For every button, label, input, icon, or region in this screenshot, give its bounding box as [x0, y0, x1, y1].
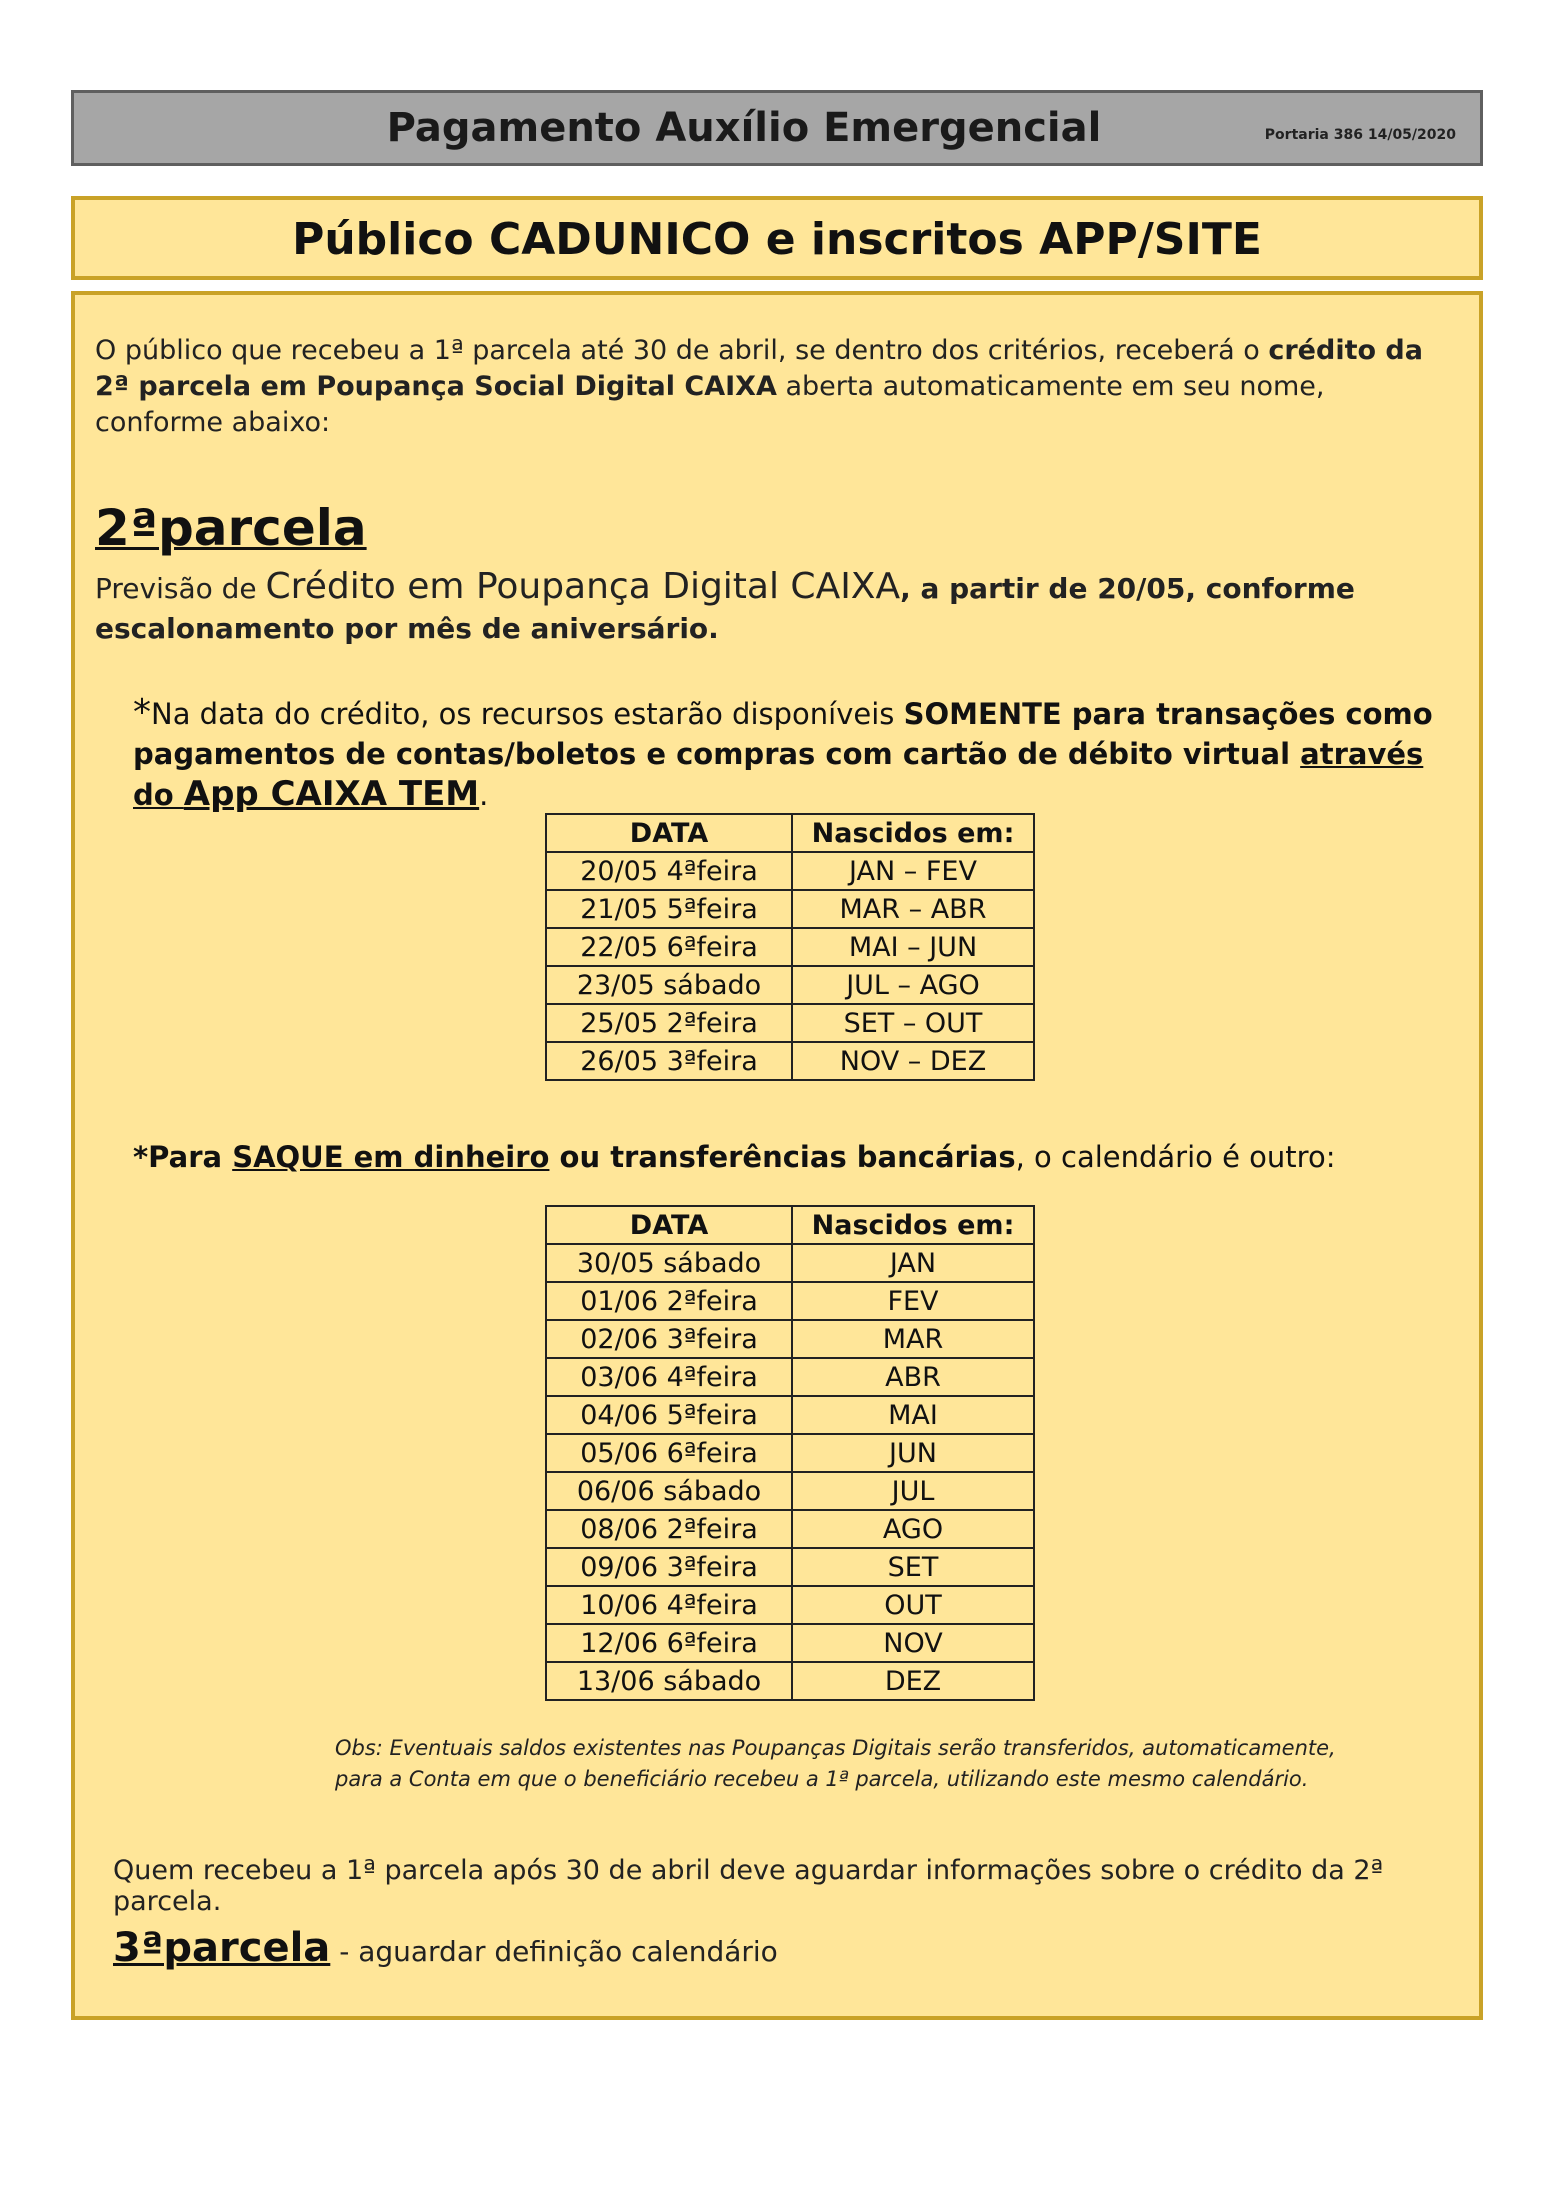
forecast-prefix: Previsão de [95, 572, 266, 605]
note2-end: , o calendário é outro: [1015, 1140, 1336, 1174]
table-row [546, 1396, 1034, 1434]
observation-note [335, 1733, 1415, 1795]
intro-paragraph [95, 333, 1435, 441]
column-header-date: DATA [546, 1206, 792, 1244]
months-cell: FEV [792, 1282, 1034, 1320]
table-row [546, 1662, 1034, 1700]
date-cell: 03/06 4ªfeira [546, 1358, 792, 1396]
table-row [546, 1320, 1034, 1358]
table-row [546, 852, 1034, 890]
note-bold: SOMENTE para transações como pagamentos de contas/boletos e compras com cartão de débito virtual [133, 697, 1433, 771]
date-cell: 21/05 5ªfeira [546, 890, 792, 928]
parcela3-text: aguardar definição calendário [358, 1935, 778, 1968]
main-content-box [71, 291, 1483, 2020]
date-cell: 13/06 sábado [546, 1662, 792, 1700]
table-row [546, 1358, 1034, 1396]
months-cell: ABR [792, 1358, 1034, 1396]
date-cell: 20/05 4ªfeira [546, 852, 792, 890]
months-cell: JUL – AGO [792, 966, 1034, 1004]
date-cell: 26/05 3ªfeira [546, 1042, 792, 1080]
table-row [546, 1042, 1034, 1080]
header-bar [71, 90, 1483, 166]
table-row [546, 1282, 1034, 1320]
months-cell: JUN [792, 1434, 1034, 1472]
parcela2-heading: 2ªparcela [95, 499, 367, 557]
parcela3-line [113, 1925, 778, 1971]
months-cell: OUT [792, 1586, 1034, 1624]
note-text: Na data do crédito, os recursos estarão disponíveis [151, 697, 904, 731]
months-cell: MAR – ABR [792, 890, 1034, 928]
forecast-highlight: Crédito em Poupança Digital CAIXA [265, 566, 901, 607]
audience-title: Público CADUNICO e inscritos APP/SITE [292, 214, 1262, 265]
credit-schedule-table [545, 813, 1035, 1081]
date-cell: 12/06 6ªfeira [546, 1624, 792, 1662]
intro-text-end: aberta automaticamente em seu nome, conforme abaixo: [95, 371, 1325, 438]
months-cell: SET [792, 1548, 1034, 1586]
note2-underline: SAQUE em dinheiro [232, 1140, 550, 1174]
date-cell: 05/06 6ªfeira [546, 1434, 792, 1472]
date-cell: 02/06 3ªfeira [546, 1320, 792, 1358]
table-row [546, 1586, 1034, 1624]
date-cell: 30/05 sábado [546, 1244, 792, 1282]
note-asterisk: * [133, 692, 151, 733]
table-header-row [546, 814, 1034, 852]
column-header-born: Nascidos em: [792, 1206, 1034, 1244]
withdrawal-note [133, 1137, 1463, 1177]
table-row [546, 1472, 1034, 1510]
date-cell: 08/06 2ªfeira [546, 1510, 792, 1548]
table-row [546, 1548, 1034, 1586]
parcela1-late-info: Quem recebeu a 1ª parcela após 30 de abril deve aguardar informações sobre o crédito da 2ª parcela. [113, 1855, 1384, 1917]
months-cell: SET – OUT [792, 1004, 1034, 1042]
months-cell: MAI [792, 1396, 1034, 1434]
parcela3-heading: 3ªparcela [113, 1925, 331, 1971]
date-cell: 23/05 sábado [546, 966, 792, 1004]
note2-bold: ou transferências bancárias [549, 1140, 1016, 1174]
parcela2-forecast [95, 567, 1445, 649]
table-row [546, 1244, 1034, 1282]
obs-line-2: para a Conta em que o beneficiário recebeu a 1ª parcela, utilizando este mesmo calendário. [335, 1767, 1309, 1791]
credit-usage-note [133, 693, 1463, 815]
table-row [546, 966, 1034, 1004]
months-cell: MAR [792, 1320, 1034, 1358]
table-row [546, 1624, 1034, 1662]
date-cell: 22/05 6ªfeira [546, 928, 792, 966]
withdrawal-schedule-table [545, 1205, 1035, 1701]
audience-banner [71, 196, 1483, 280]
forecast-schedule: , a partir de 20/05, conforme escalonamento por mês de aniversário. [95, 572, 1355, 645]
months-cell: JAN [792, 1244, 1034, 1282]
parcela3-dash: - [330, 1935, 359, 1968]
months-cell: JAN – FEV [792, 852, 1034, 890]
intro-text-start: O público que recebeu a 1ª parcela até 30 de abril, se dentro dos critérios, receberá o [95, 335, 1269, 366]
table-header-row [546, 1206, 1034, 1244]
date-cell: 25/05 2ªfeira [546, 1004, 792, 1042]
months-cell: JUL [792, 1472, 1034, 1510]
note2-prefix: *Para [133, 1140, 233, 1174]
intro-text-bold: crédito da 2ª parcela em Poupança Social Digital CAIXA [95, 335, 1423, 402]
months-cell: AGO [792, 1510, 1034, 1548]
table-row [546, 890, 1034, 928]
months-cell: NOV – DEZ [792, 1042, 1034, 1080]
date-cell: 01/06 2ªfeira [546, 1282, 792, 1320]
date-cell: 10/06 4ªfeira [546, 1586, 792, 1624]
portaria-reference: Portaria 386 14/05/2020 [1264, 127, 1456, 143]
obs-line-1: Obs: Eventuais saldos existentes nas Poupanças Digitais serão transferidos, automaticamente, [335, 1736, 1336, 1760]
caixa-tem-app-name: App CAIXA TEM [183, 774, 480, 814]
note-underline: através do [133, 737, 1424, 812]
column-header-born: Nascidos em: [792, 814, 1034, 852]
table-row [546, 1434, 1034, 1472]
date-cell: 04/06 5ªfeira [546, 1396, 792, 1434]
months-cell: DEZ [792, 1662, 1034, 1700]
page-title: Pagamento Auxílio Emergencial [386, 105, 1102, 151]
months-cell: MAI – JUN [792, 928, 1034, 966]
date-cell: 09/06 3ªfeira [546, 1548, 792, 1586]
date-cell: 06/06 sábado [546, 1472, 792, 1510]
table-row [546, 928, 1034, 966]
table-row [546, 1510, 1034, 1548]
note-end: . [479, 778, 489, 812]
table-row [546, 1004, 1034, 1042]
months-cell: NOV [792, 1624, 1034, 1662]
column-header-date: DATA [546, 814, 792, 852]
